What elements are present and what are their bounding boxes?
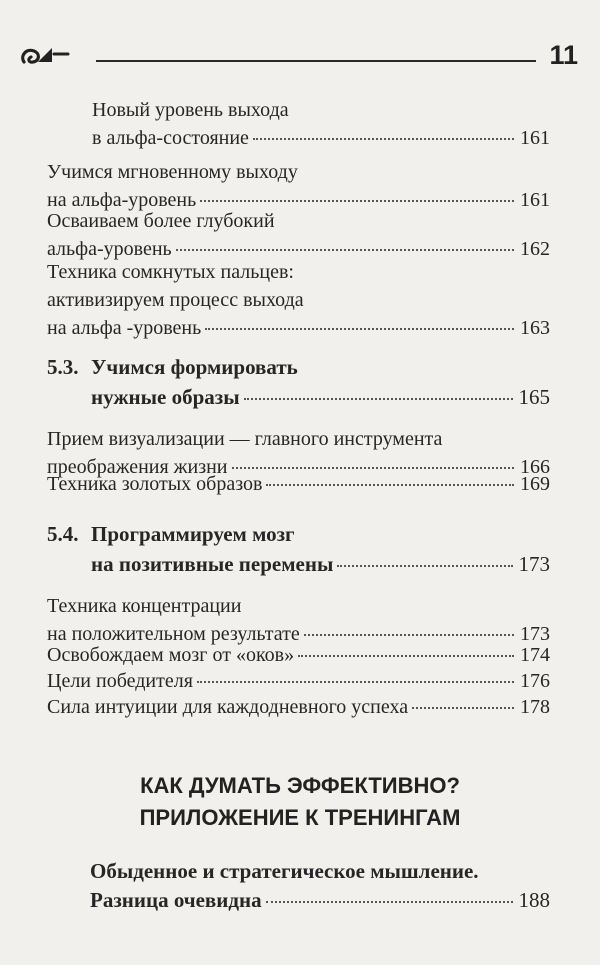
toc-entry-line: Учимся мгновенному выходу — [47, 161, 298, 183]
toc-entry-line: Освобождаем мозг от «оков» — [47, 644, 295, 666]
toc-entry — [47, 641, 550, 669]
toc-entry — [47, 693, 550, 721]
toc-entry-line: в альфа-состояние — [92, 127, 249, 149]
toc-page-number: 169 — [520, 473, 550, 495]
section-number: 5.4. — [47, 522, 79, 546]
toc-entry-line: преображения жизни — [47, 456, 228, 478]
toc-entry — [47, 592, 550, 648]
toc-entry-line: на положительном результате — [47, 623, 300, 645]
page-header — [18, 36, 578, 76]
header-rule — [96, 60, 536, 62]
chapter-heading-line: ПРИЛОЖЕНИЕ К ТРЕНИНГАМ — [139, 805, 461, 830]
toc-entry — [92, 96, 550, 152]
leader-dots — [197, 681, 514, 683]
toc-page-number: 176 — [520, 670, 550, 692]
leader-dots — [205, 328, 514, 330]
toc-entry — [47, 258, 550, 342]
toc-page-number: 162 — [520, 238, 550, 260]
toc-page-number: 178 — [520, 696, 550, 718]
toc-entry-line: Техника золотых образов — [47, 473, 263, 495]
section-title-line: Учимся формировать — [91, 355, 298, 379]
chapter-heading — [40, 770, 560, 834]
toc-entry-line: Сила интуиции для каждодневного успеха — [47, 696, 409, 718]
toc-entry-line: активизируем процесс выхода — [47, 289, 304, 311]
toc-entry-line: Цели победителя — [47, 670, 193, 692]
toc-entry-line: на альфа -уровень — [47, 317, 202, 339]
toc-page-number: 173 — [520, 623, 550, 645]
toc-entry — [47, 207, 550, 263]
toc-page-number: 166 — [520, 456, 550, 478]
toc-entry-line: на альфа-уровень — [47, 189, 197, 211]
section-title-line: Программируем мозг — [91, 522, 295, 546]
toc-entry-line: Техника сомкнутых пальцев: — [47, 261, 294, 283]
toc-page-number: 165 — [518, 385, 550, 409]
toc-entry-line: Разница очевидна — [90, 888, 262, 912]
toc-page-number: 163 — [520, 317, 550, 339]
section-heading-5-3 — [47, 352, 550, 412]
section-heading-5-4 — [47, 519, 550, 579]
chapter-heading-line: КАК ДУМАТЬ ЭФФЕКТИВНО? — [140, 773, 460, 798]
page-number: 11 — [549, 40, 578, 70]
toc-entry — [47, 667, 550, 695]
toc-entry-line: Новый уровень выхода — [92, 99, 289, 121]
leader-dots — [304, 634, 514, 636]
leader-dots — [266, 901, 513, 903]
toc-entry — [47, 470, 550, 498]
toc-entry — [90, 857, 550, 915]
toc-entry-line: альфа-уровень — [47, 238, 172, 260]
toc-page-number: 161 — [520, 189, 550, 211]
toc-entry-line: Обыденное и стратегическое мышление. — [90, 859, 479, 883]
toc-entry-line: Техника концентрации — [47, 595, 242, 617]
publisher-logo-icon — [18, 42, 70, 68]
toc-entry-line: Прием визуализации — главного инструмента — [47, 428, 443, 450]
toc-entry — [47, 158, 550, 214]
section-title-line: на позитивные перемены — [91, 552, 334, 576]
leader-dots — [266, 484, 514, 486]
toc-page-number: 173 — [518, 552, 550, 576]
leader-dots — [232, 467, 515, 469]
section-title-line: нужные образы — [91, 385, 240, 409]
toc-entry-line: Осваиваем более глубокий — [47, 210, 275, 232]
toc-page-number: 188 — [518, 888, 550, 912]
leader-dots — [200, 200, 514, 202]
section-number: 5.3. — [47, 355, 79, 379]
leader-dots — [412, 707, 514, 709]
leader-dots — [244, 398, 513, 400]
leader-dots — [253, 138, 514, 140]
leader-dots — [298, 655, 514, 657]
leader-dots — [337, 565, 512, 567]
toc-page-number: 174 — [520, 644, 550, 666]
leader-dots — [176, 249, 514, 251]
toc-page-number: 161 — [520, 127, 550, 149]
